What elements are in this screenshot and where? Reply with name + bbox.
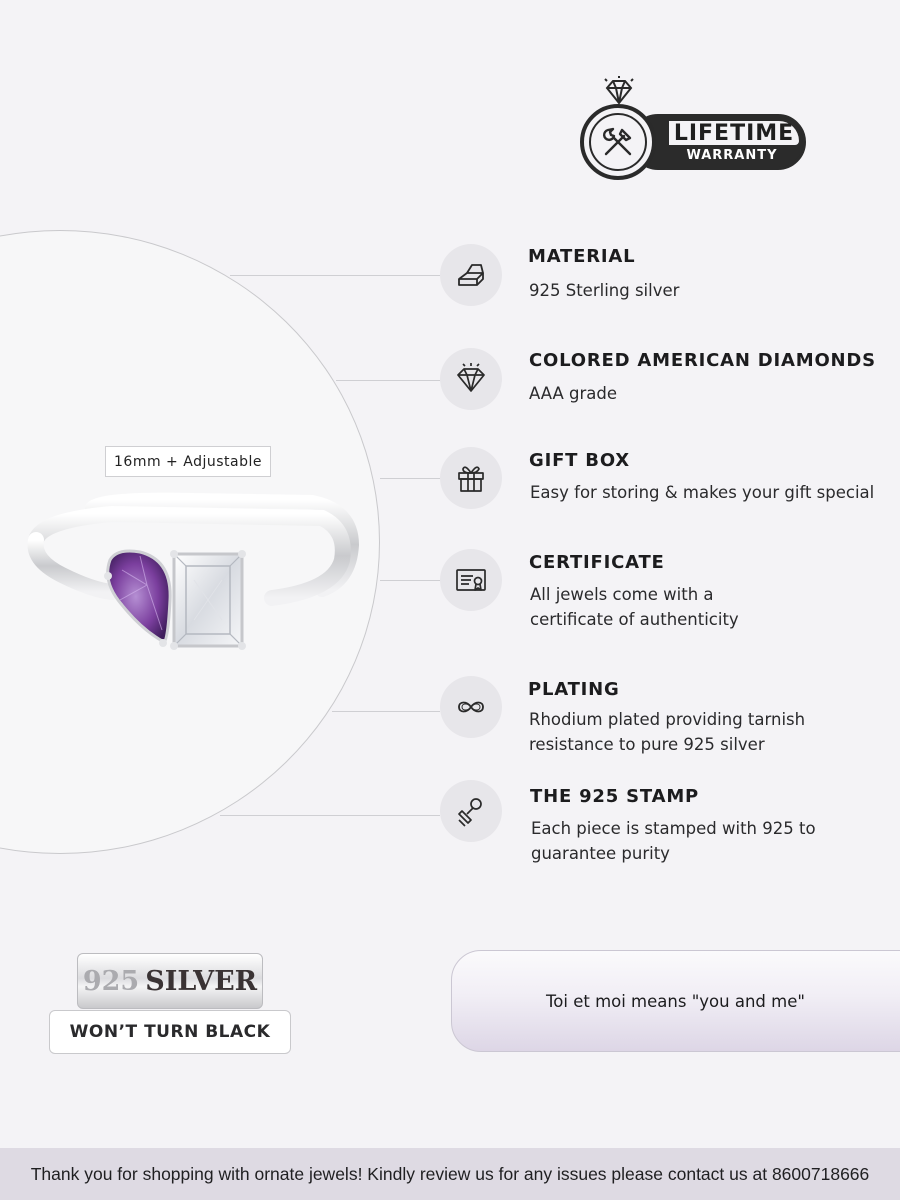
feature-title-material: MATERIAL [528,246,636,267]
lifetime-warranty-badge [578,76,810,186]
footer-bar [0,1148,900,1200]
feature-desc-stamp-line1: Each piece is stamped with 925 to [531,819,816,838]
silver-925-badge [77,953,263,1009]
diamond-icon [602,76,636,106]
feature-icon-stamp [440,780,502,842]
feature-icon-material [440,244,502,306]
diamond-icon [453,361,489,397]
quote-text: Toi et moi means "you and me" [546,991,805,1011]
feature-desc-certificate-line1: All jewels come with a [530,585,714,604]
feature-desc-stamp-line2: guarantee purity [531,844,670,863]
feature-icon-diamonds [440,348,502,410]
tools-icon [598,122,638,162]
ring-image [22,490,362,665]
feature-desc-plating-line1: Rhodium plated providing tarnish [529,710,806,729]
connector-line [380,580,440,581]
feature-title-stamp: THE 925 STAMP [530,786,700,807]
feature-desc-material: 925 Sterling silver [529,281,680,300]
gift-box-icon [453,460,489,496]
connector-line [230,275,440,276]
quote-banner [451,950,900,1052]
connector-line [332,711,440,712]
feature-icon-plating [440,676,502,738]
wont-turn-black-label: WON’T TURN BLACK [49,1010,291,1054]
certificate-icon [453,562,489,598]
feature-icon-certificate [440,549,502,611]
connector-line [380,478,440,479]
warranty-line2: WARRANTY [686,148,778,163]
size-label: 16mm + Adjustable [105,446,271,477]
silver-badge-word: SILVER [145,965,258,997]
infinity-icon [453,689,489,725]
amethyst-stone [108,551,170,642]
feature-desc-diamonds: AAA grade [529,384,618,403]
feature-icon-gift-box [440,447,502,509]
feature-desc-certificate-line2: certificate of authenticity [530,610,739,629]
warranty-pill [630,114,806,170]
stamp-icon [453,793,489,829]
silver-bars-icon [453,257,489,293]
footer-text: Thank you for shopping with ornate jewels! Kindly review us for any issues please contact us at 8600718666 [30,1163,870,1184]
feature-title-plating: PLATING [528,679,620,700]
warranty-line1: LIFETIME [673,120,795,146]
connector-line [220,815,440,816]
silver-badge-number: 925 [82,965,140,997]
feature-title-gift-box: GIFT BOX [529,450,630,471]
warranty-circle [580,104,656,180]
feature-title-certificate: CERTIFICATE [529,552,665,573]
feature-desc-plating-line2: resistance to pure 925 silver [529,735,765,754]
feature-title-diamonds: COLORED AMERICAN DIAMONDS [529,350,876,371]
feature-desc-gift-box: Easy for storing & makes your gift special [530,483,875,502]
connector-line [336,380,440,381]
